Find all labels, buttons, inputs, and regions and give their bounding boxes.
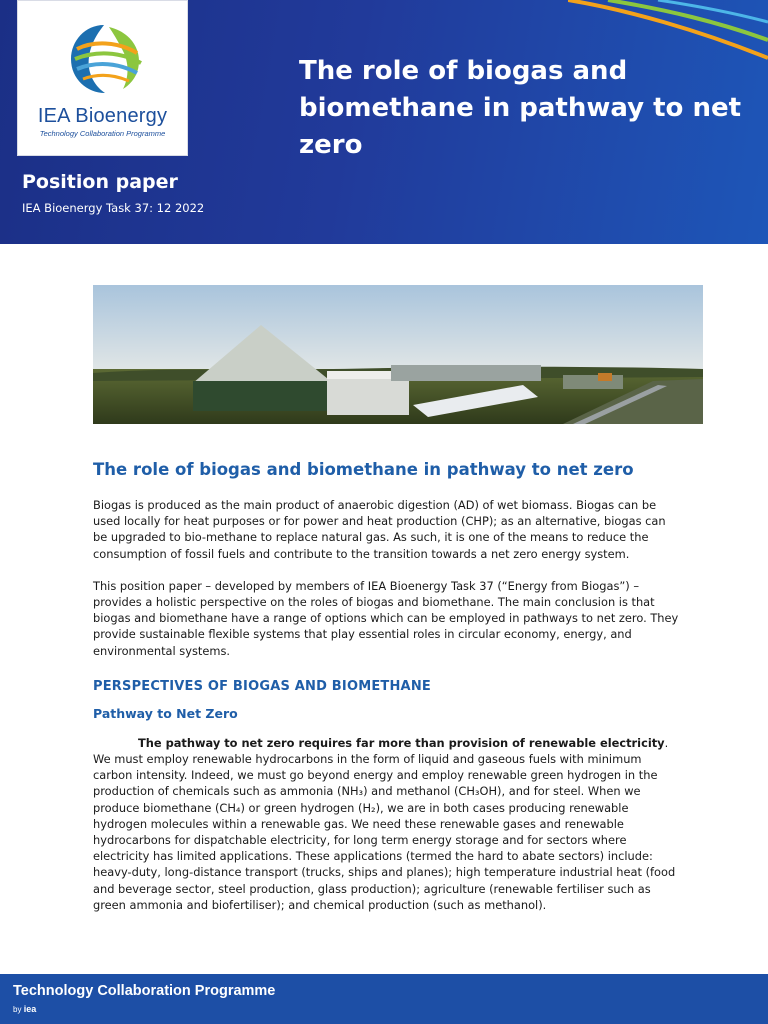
- section-title: The role of biogas and biomethane in pathway to net zero: [93, 460, 634, 479]
- perspectives-heading: PERSPECTIVES OF BIOGAS AND BIOMETHANE: [93, 678, 431, 694]
- iea-logo-text: iea: [23, 1004, 37, 1014]
- globe-swirl-icon: [63, 19, 145, 99]
- pathway-subheading: Pathway to Net Zero: [93, 705, 238, 721]
- body-text: . We must employ renewable hydrocarbons in the form of liquid and gaseous fuels with minimum carbon intensity. Indeed, we must go beyond energy and employ renewable green hydrogen in the production of chemicals such as ammonia (NH₃) and methanol (CH₃OH), and for steel. When we produce biomethane (CH₄) or green hydrogen (H₂), we are in both cases producing renewable hydrogen molecules within a renewable gas. We need these renewable gases and renewable hydrocarbons for dispatchable electricity, for long term energy storage and for sectors where electricity has limited applications. These applications (termed the hard to abate sectors) include: heavy-duty, long-distance transport (trucks, ships and planes); high temperature industrial heat (food and beverage sector, steel production, glass production); agriculture (renewable fertiliser such as green ammonia and biofertiliser); and chemical production (such as methanol).: [93, 735, 676, 912]
- body-lead-text: The pathway to net zero requires far more than provision of renewable electricity: [138, 735, 665, 750]
- header-banner: [0, 0, 768, 244]
- iea-bioenergy-logo[interactable]: [17, 0, 188, 156]
- biogas-plant-illustration: [93, 285, 703, 424]
- footer-title: Technology Collaboration Programme: [13, 983, 276, 999]
- intro-paragraph: Biogas is produced as the main product of anaerobic digestion (AD) of wet biomass. Biogas can be used locally for heat purposes or for power and heat production (CHP); as an alternative, biogas can be upgraded to bio-methane to replace natural gas. As such, it is one of the means to reduce the consumption of fossil fuels and contribute to the transition towards a net zero energy system.: [93, 498, 666, 561]
- document-type: Position paper: [22, 171, 178, 193]
- biogas-plant-photo: [93, 285, 703, 424]
- footer-bar: [0, 974, 768, 1024]
- footer-by-iea: [13, 1004, 36, 1014]
- logo-wordmark: IEA Bioenergy: [37, 105, 168, 127]
- body-paragraph: [93, 735, 683, 913]
- main-content: [93, 460, 683, 929]
- footer-by-prefix: by: [13, 1005, 22, 1014]
- logo-tagline: Technology Collaboration Programme: [39, 129, 166, 138]
- intro-paragraph: This position paper – developed by members of IEA Bioenergy Task 37 (“Energy from Biogas”) – provides a holistic perspective on the roles of biogas and biomethane. The main conclusion is that biogas and biomethane have a range of options which can be employed in pathways to net zero. They provide sustainable flexible systems that play essential roles in circular economy, energy, and environmental systems.: [93, 578, 679, 658]
- document-reference: IEA Bioenergy Task 37: 12 2022: [22, 201, 205, 215]
- page-title: The role of biogas and biomethane in pathway to net zero: [299, 56, 742, 160]
